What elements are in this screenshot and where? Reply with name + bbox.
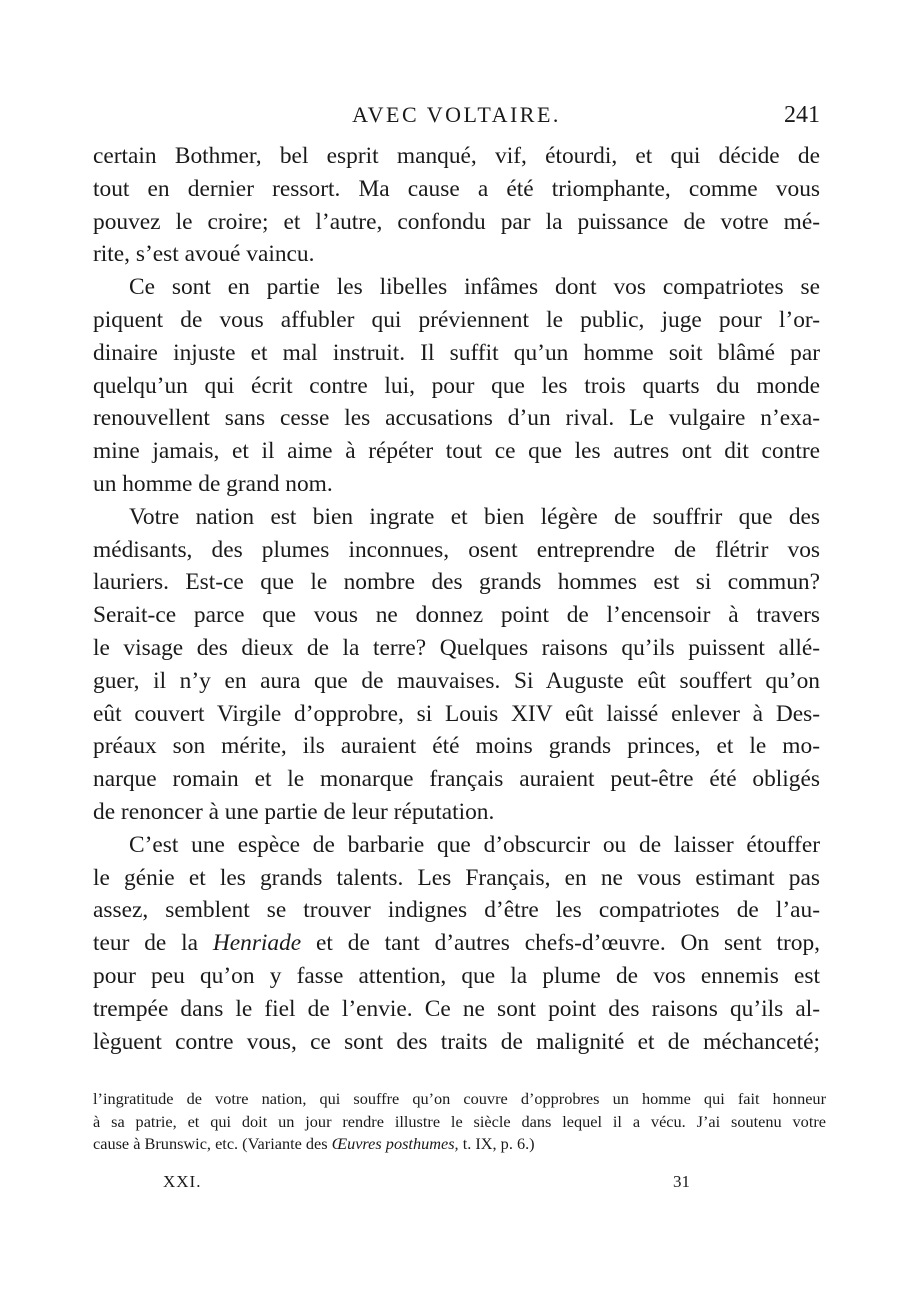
footnote-line	[93, 1133, 826, 1156]
text-line: de renoncer à une partie de leur réputation.	[93, 798, 495, 825]
text-line-with-title	[93, 927, 820, 960]
text-line: Ce sont en partie les libelles infâmes dont vos compatriotes se	[129, 274, 820, 301]
text-line: mine jamais, et il aime à répéter tout ce que les autres ont dit contre	[93, 438, 820, 465]
footnote-work-title: Œuvres posthumes,	[331, 1134, 459, 1153]
text-line: rite, s’est avoué vaincu.	[93, 241, 315, 268]
footnote-line: à sa patrie, et qui doit un jour rendre illustre le siècle dans lequel il a vécu. J’ai soutenu votre	[93, 1111, 826, 1131]
text-line: tout en dernier ressort. Ma cause a été triomphante, comme vous	[93, 175, 820, 202]
text-line: guer, il n’y en aura que de mauvaises. Si Auguste eût souffert qu’on	[93, 667, 820, 694]
printer-signature	[163, 1170, 703, 1194]
page-header	[93, 100, 820, 130]
text-fragment: teur de la	[93, 930, 213, 957]
page-number: 241	[784, 102, 820, 128]
text-line: lèguent contre vous, ce sont des traits de malignité et de méchanceté;	[93, 1028, 820, 1055]
text-line: préaux son mérite, ils auraient été moins grands princes, et le mo-	[93, 733, 820, 760]
text-fragment: et de tant d’autres chefs-d’œuvre. On sent trop,	[301, 930, 820, 957]
text-line: certain Bothmer, bel esprit manqué, vif, étourdi, et qui décide de	[93, 143, 820, 169]
volume-mark: XXI.	[163, 1172, 202, 1191]
text-line: narque romain et le monarque français auraient peut-être été obligés	[93, 766, 820, 793]
text-line: lauriers. Est-ce que le nombre des grands hommes est si commun?	[93, 569, 820, 596]
footnote	[93, 1088, 826, 1156]
text-line: un homme de grand nom.	[93, 470, 333, 497]
text-line: le visage des dieux de la terre? Quelques raisons qu’ils puissent allé-	[93, 634, 820, 661]
text-line: C’est une espèce de barbarie que d’obscurcir ou de laisser étouffer	[129, 831, 820, 858]
footnote-fragment: cause à Brunswic, etc. (Variante des	[93, 1134, 332, 1153]
main-text	[93, 140, 820, 1058]
text-line: quelqu’un qui écrit contre lui, pour que les trois quarts du monde	[93, 372, 820, 399]
text-line: Serait-ce parce que vous ne donnez point de l’encensoir à travers	[93, 602, 820, 629]
text-line: renouvellent sans cesse les accusations d’un rival. Le vulgaire n’exa-	[93, 405, 820, 432]
text-line: Votre nation est bien ingrate et bien légère de souffrir que des	[129, 503, 820, 530]
text-line: le génie et les grands talents. Les Français, en ne vous estimant pas	[93, 864, 820, 891]
text-line: pouvez le croire; et l’autre, confondu par la puissance de votre mé-	[93, 208, 820, 235]
text-line: assez, semblent se trouver indignes d’être les compatriotes de l’au-	[93, 897, 820, 924]
text-line: eût couvert Virgile d’opprobre, si Louis XIV eût laissé enlever à Des-	[93, 700, 820, 727]
running-title: AVEC VOLTAIRE.	[352, 102, 561, 127]
sheet-number: 31	[673, 1172, 690, 1191]
footnote-line: l’ingratitude de votre nation, qui souffre qu’on couvre d’opprobres un homme qui fait honneur	[93, 1089, 826, 1108]
work-title: Henriade	[212, 930, 302, 957]
text-line: piquent de vous affubler qui préviennent le public, juge pour l’or-	[93, 306, 820, 333]
text-line: pour peu qu’on y fasse attention, que la plume de vos ennemis est	[93, 962, 820, 989]
text-line: médisants, des plumes inconnues, osent entreprendre de flétrir vos	[93, 536, 820, 563]
footnote-fragment: t. IX, p. 6.)	[458, 1134, 535, 1153]
text-line: dinaire injuste et mal instruit. Il suffit qu’un homme soit blâmé par	[93, 339, 820, 366]
text-line: trempée dans le fiel de l’envie. Ce ne sont point des raisons qu’ils al-	[93, 995, 820, 1022]
